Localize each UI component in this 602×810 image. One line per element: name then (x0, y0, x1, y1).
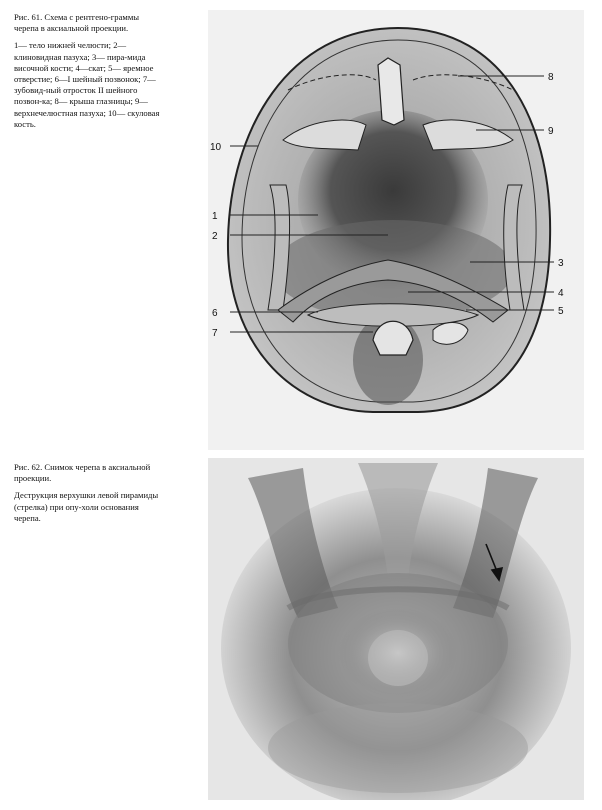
figure-61-caption (14, 12, 164, 136)
figure-62-body: Деструкция верхушки левой пирамиды (стрелка) при опу-холи основания черепа. (14, 490, 159, 523)
figure-61-legend: 1— тело нижней челюсти; 2— клиновидная пазуха; 3— пира-мида височной кости; 4—скат; 5— яремное отверстие; 6—I шейный позвонок; 7— зубовид-ный отросток II шейного позвон-ка; 8— крыша глазницы; 9— верхнечелюстная пазуха; 10— скуловая кость. (14, 40, 160, 129)
figure-62-caption (14, 462, 164, 530)
label-7: 7 (212, 328, 218, 339)
label-2: 2 (212, 231, 218, 242)
label-9: 9 (548, 126, 554, 137)
label-1: 1 (212, 211, 218, 222)
label-10: 10 (210, 142, 222, 153)
figure-61-title: Рис. 61. Схема с рентгено-граммы черепа в аксиальной проекции. (14, 12, 140, 34)
label-3: 3 (558, 258, 564, 269)
skull-axial-xray-photo (208, 458, 584, 800)
label-6: 6 (212, 308, 218, 319)
figure-62-title: Рис. 62. Снимок черепа в аксиальной проекции. (14, 462, 151, 484)
label-4: 4 (558, 288, 564, 299)
label-8: 8 (548, 72, 554, 83)
label-5: 5 (558, 306, 564, 317)
skull-axial-diagram (208, 10, 584, 450)
